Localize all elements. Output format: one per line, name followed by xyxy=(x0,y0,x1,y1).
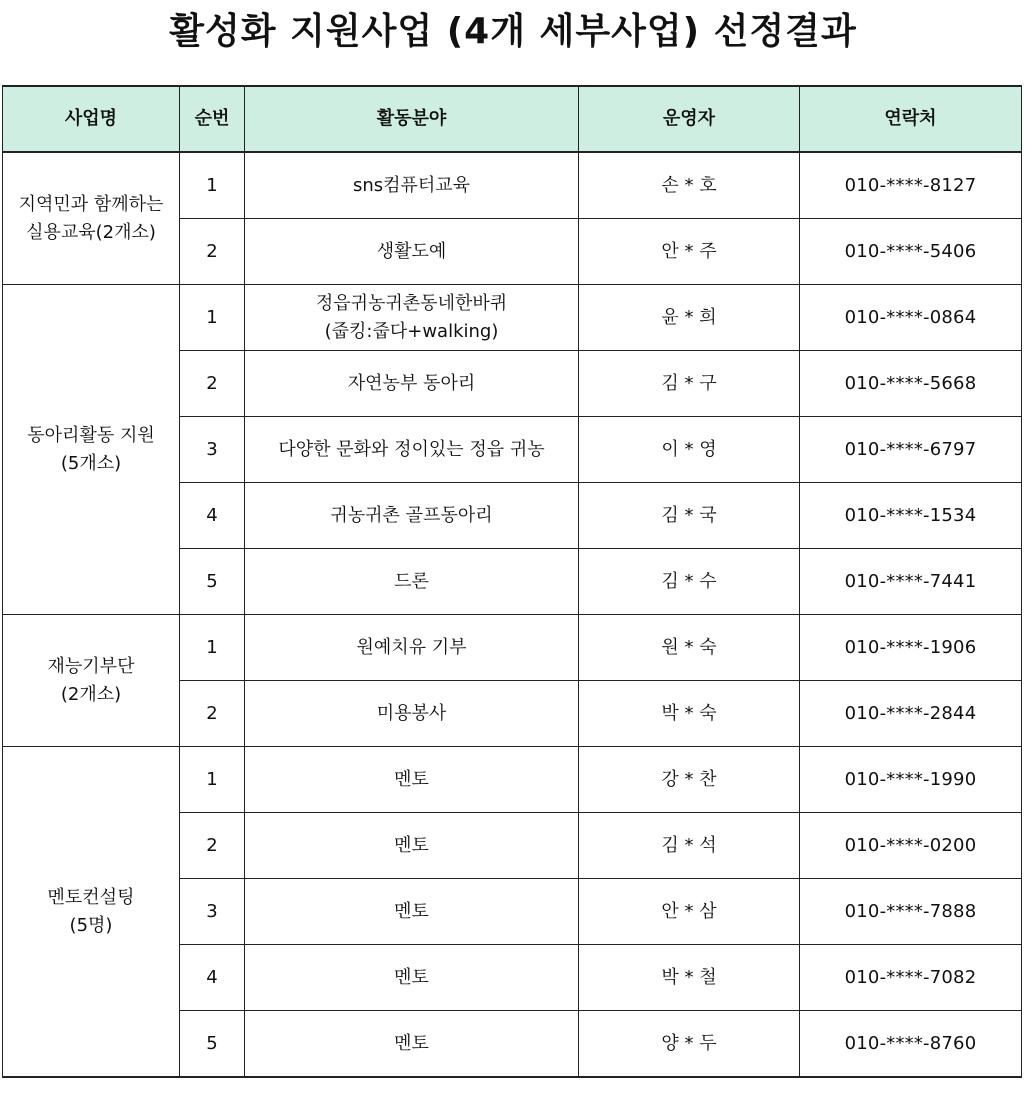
contact-cell: 010-****-2844 xyxy=(800,681,1022,747)
contact-cell: 010-****-1534 xyxy=(800,483,1022,549)
order-cell: 1 xyxy=(180,285,245,351)
operator-cell: 김 * 국 xyxy=(579,483,800,549)
activity-cell xyxy=(245,549,579,615)
activity-cell xyxy=(245,417,579,483)
activity-cell xyxy=(245,747,579,813)
contact-cell: 010-****-7441 xyxy=(800,549,1022,615)
table-body xyxy=(3,152,1022,1077)
contact-cell: 010-****-8127 xyxy=(800,152,1022,219)
activity-cell xyxy=(245,615,579,681)
project-name-line: 동아리활동 지원 xyxy=(27,424,155,446)
operator-cell: 강 * 찬 xyxy=(579,747,800,813)
project-name-line: (5명) xyxy=(69,914,113,936)
table-row xyxy=(3,152,1022,219)
project-name-line: 재능기부단 xyxy=(47,655,135,677)
order-cell: 1 xyxy=(180,747,245,813)
order-cell: 1 xyxy=(180,615,245,681)
operator-cell: 안 * 삼 xyxy=(579,879,800,945)
activity-cell xyxy=(245,681,579,747)
contact-cell: 010-****-0864 xyxy=(800,285,1022,351)
header-activity: 활동분야 xyxy=(245,86,579,152)
contact-cell: 010-****-1906 xyxy=(800,615,1022,681)
activity-cell xyxy=(245,813,579,879)
activity-line: 미용봉사 xyxy=(376,702,447,724)
contact-cell: 010-****-7082 xyxy=(800,945,1022,1011)
activity-cell xyxy=(245,483,579,549)
operator-cell: 양 * 두 xyxy=(579,1011,800,1078)
header-order: 순번 xyxy=(180,86,245,152)
activity-line: 생활도예 xyxy=(376,240,447,262)
contact-cell: 010-****-1990 xyxy=(800,747,1022,813)
operator-cell: 안 * 주 xyxy=(579,219,800,285)
activity-cell xyxy=(245,219,579,285)
operator-cell: 박 * 숙 xyxy=(579,681,800,747)
contact-cell: 010-****-8760 xyxy=(800,1011,1022,1078)
activity-line: 멘토 xyxy=(394,900,429,922)
header-project: 사업명 xyxy=(3,86,180,152)
operator-cell: 김 * 석 xyxy=(579,813,800,879)
selection-result-table xyxy=(2,85,1022,1078)
activity-line: 멘토 xyxy=(394,834,429,856)
project-name-line: 지역민과 함께하는 xyxy=(18,193,164,215)
activity-line: 드론 xyxy=(394,570,429,592)
activity-line: sns컴퓨터교육 xyxy=(352,174,471,196)
operator-cell: 손 * 호 xyxy=(579,152,800,219)
activity-cell xyxy=(245,351,579,417)
project-name-cell xyxy=(3,152,180,285)
contact-cell: 010-****-7888 xyxy=(800,879,1022,945)
header-operator: 운영자 xyxy=(579,86,800,152)
table-row xyxy=(3,747,1022,813)
table-row xyxy=(3,285,1022,351)
activity-line: 다양한 문화와 정이있는 정읍 귀농 xyxy=(278,438,545,460)
order-cell: 1 xyxy=(180,152,245,219)
activity-line: 정읍귀농귀촌동네한바퀴 xyxy=(315,292,508,314)
header-contact: 연락처 xyxy=(800,86,1022,152)
table-header-row xyxy=(3,86,1022,152)
project-name-line: 실용교육(2개소) xyxy=(26,221,156,243)
activity-cell xyxy=(245,879,579,945)
order-cell: 5 xyxy=(180,1011,245,1078)
contact-cell: 010-****-0200 xyxy=(800,813,1022,879)
activity-cell xyxy=(245,152,579,219)
order-cell: 3 xyxy=(180,417,245,483)
contact-cell: 010-****-5406 xyxy=(800,219,1022,285)
activity-cell xyxy=(245,285,579,351)
order-cell: 2 xyxy=(180,681,245,747)
contact-cell: 010-****-5668 xyxy=(800,351,1022,417)
activity-line: (줍킹:줍다+walking) xyxy=(324,320,499,342)
operator-cell: 원 * 숙 xyxy=(579,615,800,681)
activity-line: 멘토 xyxy=(394,768,429,790)
order-cell: 2 xyxy=(180,219,245,285)
table-row xyxy=(3,615,1022,681)
order-cell: 3 xyxy=(180,879,245,945)
project-name-cell xyxy=(3,285,180,615)
activity-line: 멘토 xyxy=(394,1032,429,1054)
order-cell: 2 xyxy=(180,351,245,417)
activity-line: 원예치유 기부 xyxy=(356,636,467,658)
operator-cell: 김 * 구 xyxy=(579,351,800,417)
activity-line: 멘토 xyxy=(394,966,429,988)
operator-cell: 이 * 영 xyxy=(579,417,800,483)
operator-cell: 윤 * 희 xyxy=(579,285,800,351)
order-cell: 4 xyxy=(180,483,245,549)
activity-cell xyxy=(245,945,579,1011)
order-cell: 5 xyxy=(180,549,245,615)
project-name-line: (5개소) xyxy=(60,452,122,474)
activity-line: 귀농귀촌 골프동아리 xyxy=(330,504,493,526)
project-name-line: (2개소) xyxy=(60,683,122,705)
project-name-line: 멘토컨설팅 xyxy=(47,886,135,908)
order-cell: 4 xyxy=(180,945,245,1011)
order-cell: 2 xyxy=(180,813,245,879)
activity-cell xyxy=(245,1011,579,1078)
contact-cell: 010-****-6797 xyxy=(800,417,1022,483)
operator-cell: 박 * 철 xyxy=(579,945,800,1011)
page-title: 활성화 지원사업 (4개 세부사업) 선정결과 xyxy=(169,11,857,52)
project-name-cell xyxy=(3,615,180,747)
activity-line: 자연농부 동아리 xyxy=(347,372,476,394)
project-name-cell xyxy=(3,747,180,1078)
operator-cell: 김 * 수 xyxy=(579,549,800,615)
